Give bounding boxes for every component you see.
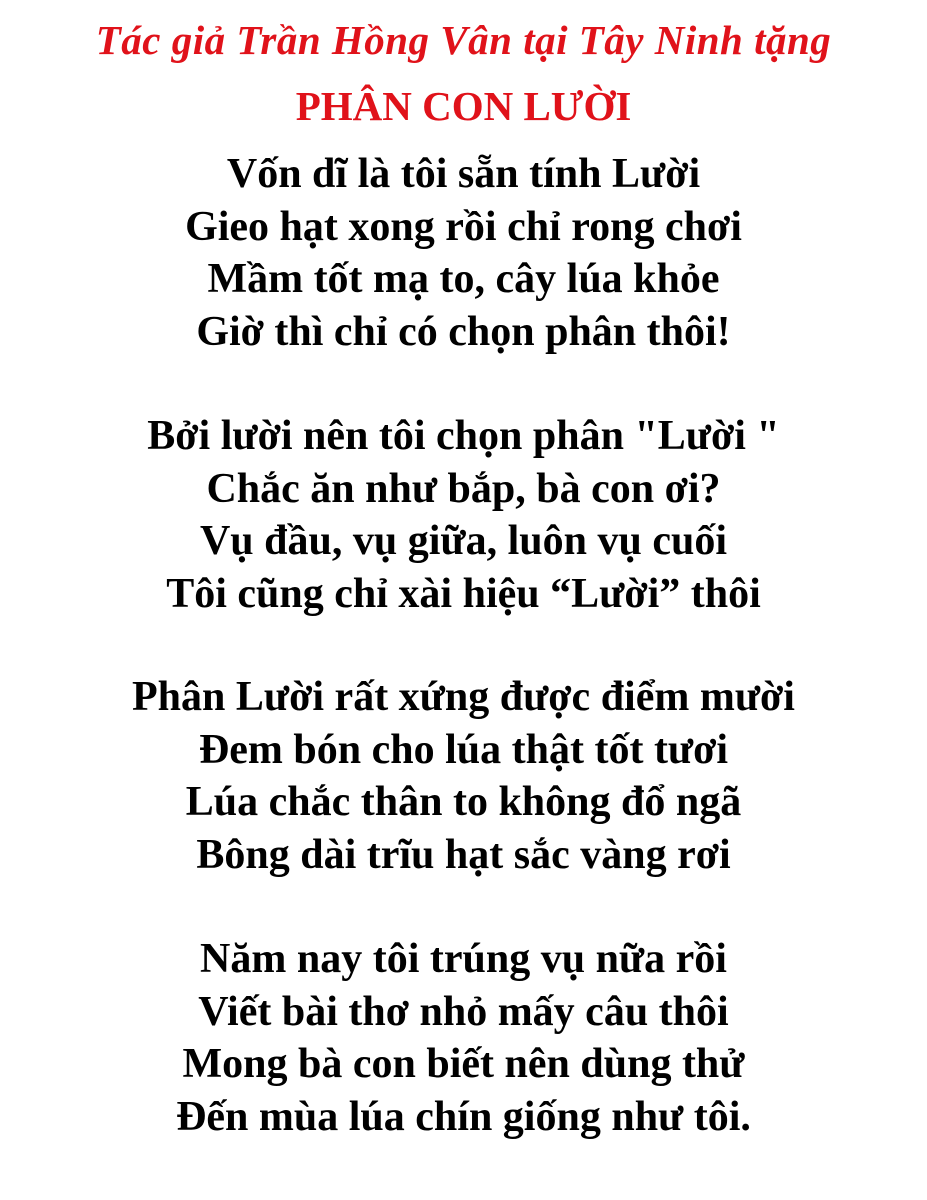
stanza-4 [0, 933, 927, 1143]
poem-line: Năm nay tôi trúng vụ nữa rồi [200, 936, 727, 982]
poem-line: Vốn dĩ là tôi sẵn tính Lười [226, 151, 701, 197]
poem-line: Phân Lười rất xứng được điểm mười [132, 674, 795, 720]
poem-line: Tôi cũng chỉ xài hiệu “Lười” thôi [166, 570, 761, 617]
stanza-2 [0, 410, 927, 620]
poem-line: Mong bà con biết nên dùng thử [182, 1041, 745, 1087]
poem-title: PHÂN CON LƯỜI [295, 83, 632, 129]
poem-line: Bông dài trĩu hạt sắc vàng rơi [196, 831, 731, 878]
poem-line: Đến mùa lúa chín giống như tôi. [176, 1093, 751, 1140]
poem-line: Bởi lười nên tôi chọn phân "Lười " [147, 413, 780, 459]
poem-line: Chắc ăn như bắp, bà con ơi? [206, 465, 721, 512]
poem-line: Đem bón cho lúa thật tốt tươi [198, 726, 729, 773]
stanza-3 [0, 671, 927, 881]
author-dedication: Tác giả Trần Hồng Vân tại Tây Ninh tặng [95, 17, 832, 63]
poem-line: Lúa chắc thân to không đổ ngã [185, 779, 742, 825]
poem-line: Giờ thì chỉ có chọn phân thôi! [196, 308, 731, 355]
stanza-1 [0, 148, 927, 358]
poem-line: Viết bài thơ nhỏ mấy câu thôi [198, 988, 729, 1035]
poem-line: Vụ đầu, vụ giữa, luôn vụ cuối [199, 518, 728, 564]
poem-line: Gieo hạt xong rồi chỉ rong chơi [185, 203, 742, 250]
poem-line: Mầm tốt mạ to, cây lúa khỏe [207, 256, 720, 302]
